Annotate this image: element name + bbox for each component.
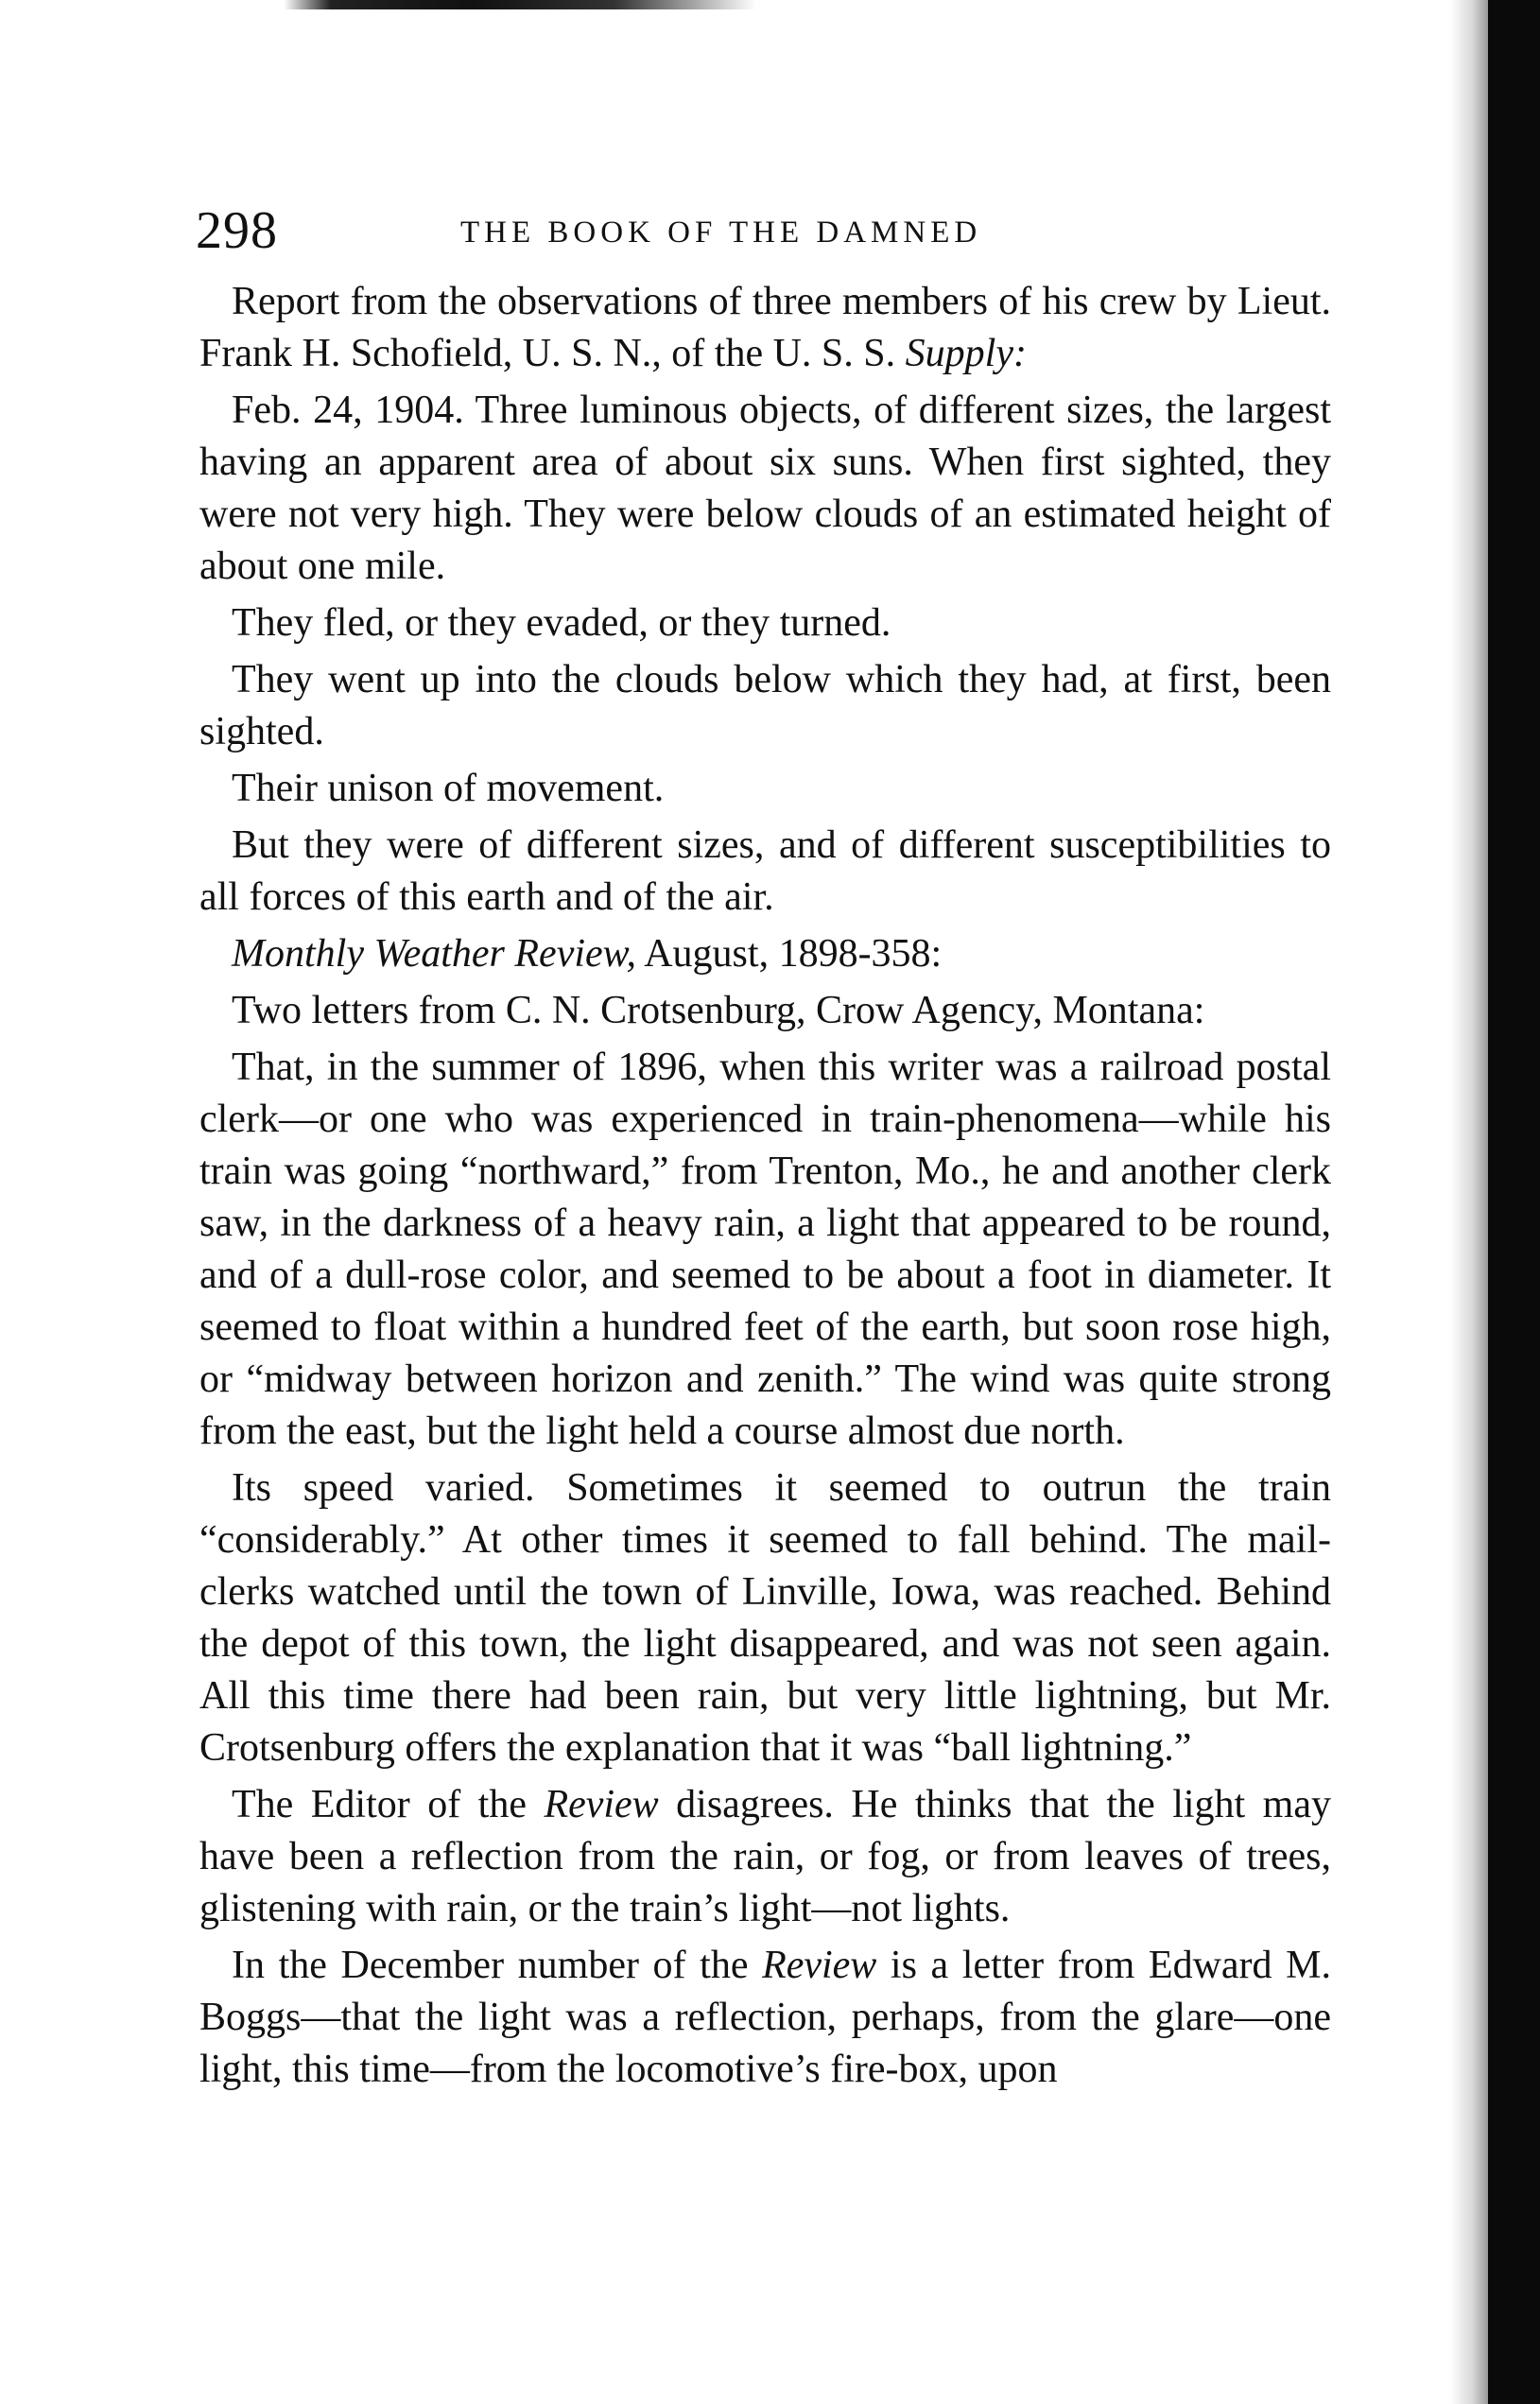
running-head: THE BOOK OF THE DAMNED [460, 216, 982, 250]
paragraph-text: is a letter from Edward M. Boggs—that the light was a reflection, perhaps, from the glare—one light, this time—from the locomotive’s fire-box, upon [199, 1944, 1331, 2091]
paragraph: But they were of different sizes, and of different susceptibilities to all forces of this earth and of the air. [199, 823, 1331, 919]
paragraph-text: Report from the observations of three members of his crew by Lieut. Frank H. Schofield, U. S. N., of the U. S. S. [199, 280, 1331, 375]
paragraph: Its speed varied. Sometimes it seemed to outrun the train “considerably.” At other times it seemed to fall behind. The mail-clerks watched until the town of Linville, Iowa, was reached. Behind the depot of this town, the light disappeared, and was not seen again. All this time there had been rain, but very little lightning, but Mr. Crotsenburg offers the explanation that it was “ball lightning.” [199, 1466, 1331, 1770]
page-header [196, 200, 1330, 267]
paragraph [199, 1779, 1331, 1935]
ship-name: Supply: [905, 332, 1027, 375]
body-text [199, 276, 1331, 2101]
paragraph: Their unison of movement. [232, 767, 665, 810]
paragraph: Feb. 24, 1904. Three luminous objects, of different sizes, the largest having an apparent area of about six suns. When first sighted, they were not very high. They were below clouds of an estimated height of about one mile. [199, 389, 1331, 588]
paragraph: They fled, or they evaded, or they turned. [232, 601, 891, 645]
paragraph: Two letters from C. N. Crotsenburg, Crow Agency, Montana: [232, 989, 1205, 1032]
journal-name: Review [544, 1783, 659, 1826]
journal-name: Review [762, 1944, 877, 1987]
paragraph-text: The Editor of the [232, 1783, 545, 1826]
citation-ref: August, 1898-358: [636, 932, 943, 976]
citation [199, 928, 1331, 980]
paragraph: That, in the summer of 1896, when this writer was a railroad postal clerk—or one who was experienced in train-phenomena—while his train was going “northward,” from Trenton, Mo., he and another clerk saw, in the darkness of a heavy rain, a light that appeared to be round, and of a dull-rose color, and seemed to be about a foot in diameter. It seemed to float within a hundred feet of the earth, but soon rose high, or “midway between horizon and zenith.” The wind was quite strong from the east, but the light held a course almost due north. [199, 1046, 1331, 1453]
scan-top-edge-shadow [284, 0, 756, 9]
scan-right-edge-dark [1488, 0, 1540, 2404]
paragraph-text: In the December number of the [232, 1944, 763, 1987]
citation-title: Monthly Weather Review, [232, 932, 637, 976]
page-number: 298 [196, 201, 278, 260]
paragraph: They went up into the clouds below which they had, at first, been sighted. [199, 658, 1331, 753]
paragraph [199, 276, 1331, 380]
paragraph-text: disagrees. He thinks that the light may have been a reflection from the rain, or fog, or from leaves of trees, glistening with rain, or the train’s light—not lights. [199, 1783, 1331, 1930]
paragraph [199, 1940, 1331, 2096]
